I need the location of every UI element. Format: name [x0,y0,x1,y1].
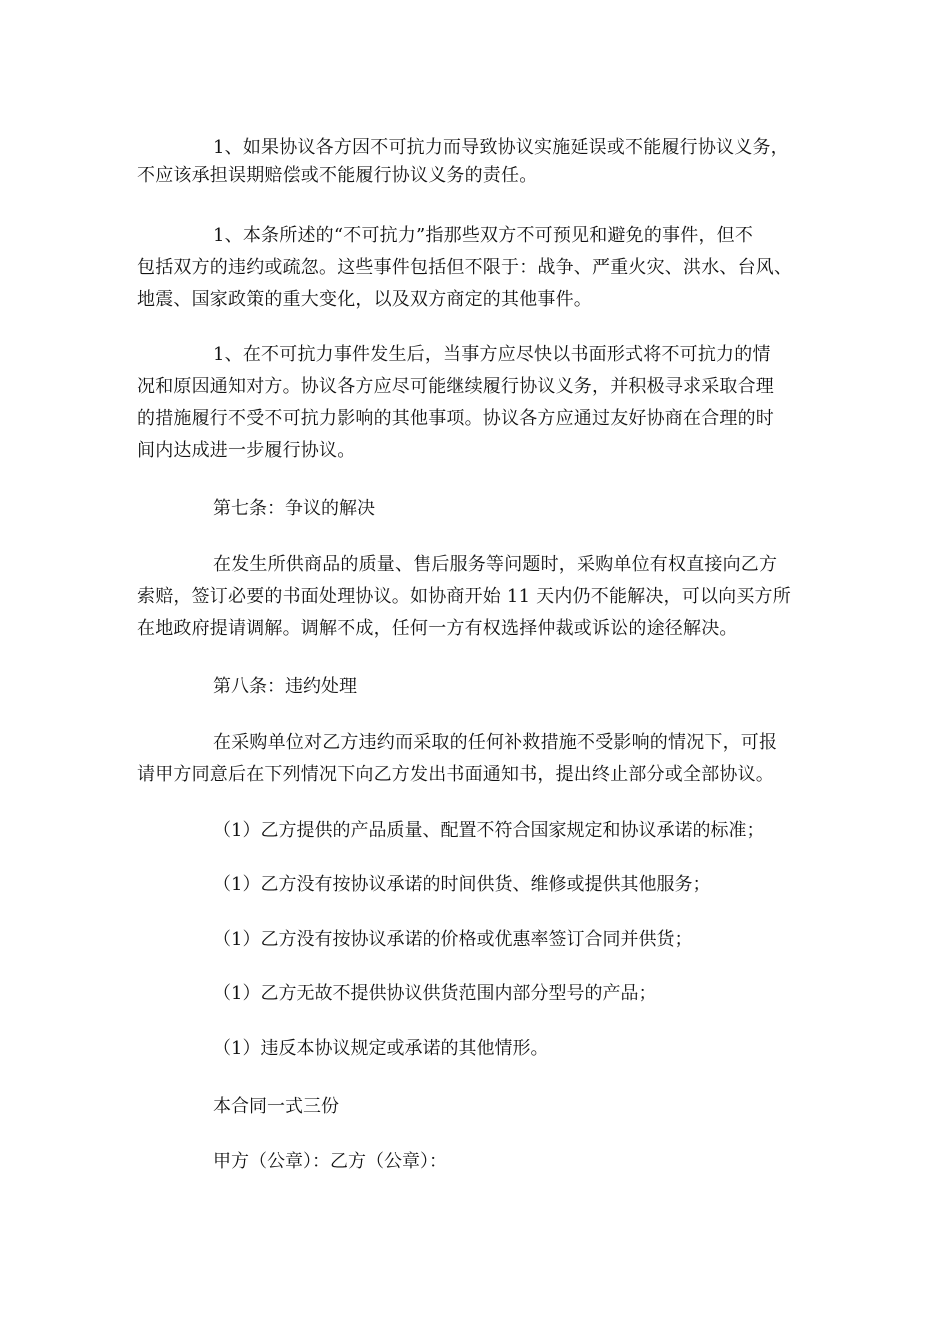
text-line: 间内达成进一步履行协议。 [137,440,356,461]
list-item: （1）乙方没有按协议承诺的时间供货、维修或提供其他服务； [213,874,711,895]
paragraph-force-majeure-3 [137,341,817,465]
text-line: 不应该承担误期赔偿或不能履行协议义务的责任。 [137,165,538,186]
text-line: 包括双方的违约或疏忽。这些事件包括但不限于：战争、严重火灾、洪水、台风、 [137,257,793,278]
text-line: 在地政府提请调解。调解不成，任何一方有权选择仲裁或诉讼的途径解决。 [137,618,738,639]
list-item: （1）乙方无故不提供协议供货范围内部分型号的产品； [213,983,657,1004]
paragraph-force-majeure-2 [137,222,817,314]
list-item: （1）乙方提供的产品质量、配置不符合国家规定和协议承诺的标准； [213,820,765,841]
paragraph-force-majeure-1 [137,134,817,190]
text-line: 1、如果协议各方因不可抗力而导致协议实施延误或不能履行协议义务， [213,137,789,158]
list-item: （1）乙方没有按协议承诺的价格或优惠率签订合同并供货； [213,929,693,950]
list-item: （1）违反本协议规定或承诺的其他情形。 [213,1038,549,1059]
text-line: 在发生所供商品的质量、售后服务等问题时，采购单位有权直接向乙方 [213,554,778,575]
text-line: 索赔，签订必要的书面处理协议。如协商开始 11 天内仍不能解决，可以向买方所 [137,586,791,607]
text-line: 请甲方同意后在下列情况下向乙方发出书面通知书，提出终止部分或全部协议。 [137,764,774,785]
text-line: 在采购单位对乙方违约而采取的任何补救措施不受影响的情况下，可报 [213,732,778,753]
signature-line: 甲方（公章）：乙方（公章）： [213,1151,447,1172]
copies-note: 本合同一式三份 [213,1096,339,1117]
article-7-body [137,551,817,643]
text-line: 况和原因通知对方。协议各方应尽可能继续履行协议义务，并积极寻求采取合理 [137,376,774,397]
text-line: 1、本条所述的“不可抗力”指那些双方不可预见和避免的事件，但不 [213,225,754,246]
text-line: 地震、国家政策的重大变化，以及双方商定的其他事件。 [137,289,592,310]
article-7-title: 第七条：争议的解决 [213,498,375,519]
text-line: 的措施履行不受不可抗力影响的其他事项。协议各方应通过友好协商在合理的时 [137,408,774,429]
text-line: 1、在不可抗力事件发生后，当事方应尽快以书面形式将不可抗力的情 [213,344,771,365]
article-8-body [137,729,817,789]
article-8-title: 第八条：违约处理 [213,676,357,697]
